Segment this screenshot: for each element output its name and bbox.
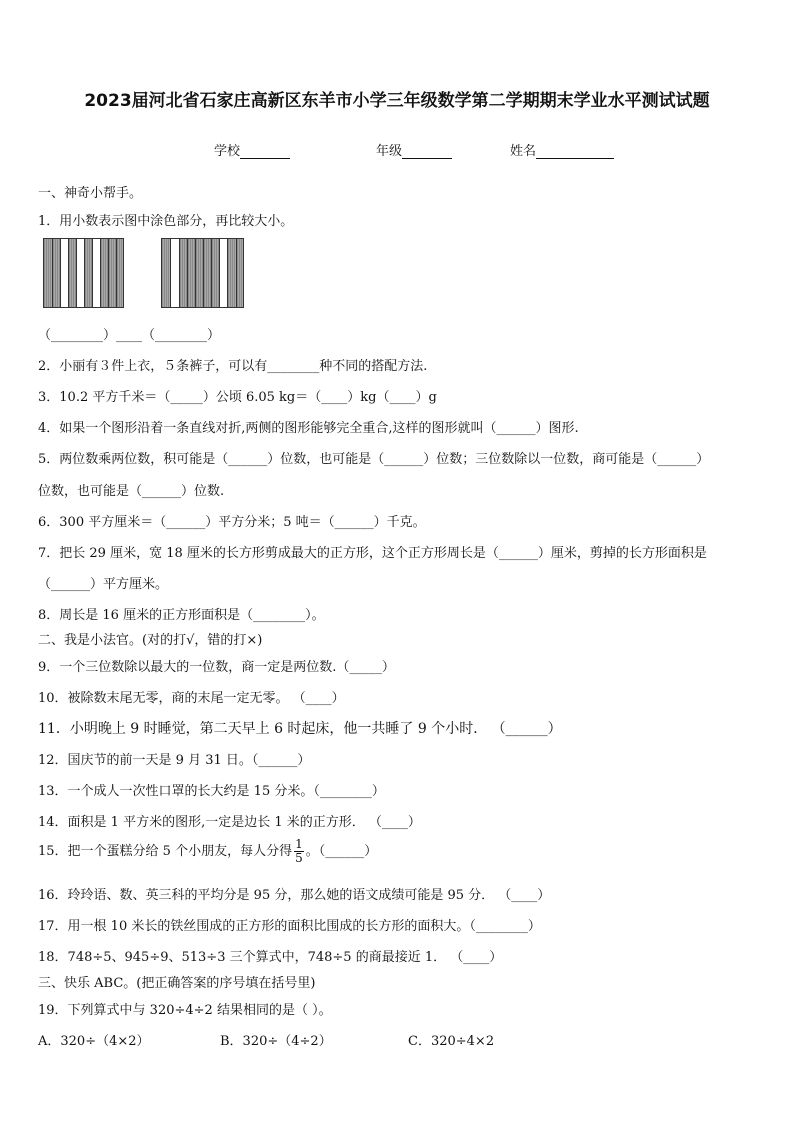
question-10: 10．被除数末尾无零，商的末尾一定无零。 （____） [38, 691, 345, 706]
figure-stripe [92, 238, 100, 308]
figure-stripe [100, 238, 108, 308]
q15-text: 15．把一个蛋糕分给 5 个小朋友，每人分得 [38, 844, 293, 859]
option-a[interactable]: A．320÷（4×2） [38, 1034, 150, 1049]
figure-stripe [179, 238, 187, 308]
question-8: 8．周长是 16 厘米的正方形面积是（________）。 [38, 608, 325, 623]
q1-answer-blanks: （________）____（________） [38, 328, 221, 343]
question-13: 13．一个成人一次性口罩的长大约是 15 分米。（________） [38, 784, 385, 799]
question-5-line1: 5．两位数乘两位数，积可能是（______）位数，也可能是（______）位数；三位数除以一位数，商可能是（______） [38, 452, 710, 467]
name-label: 姓名 [510, 144, 537, 159]
question-12: 12．国庆节的前一天是 9 月 31 日。（______） [38, 753, 311, 768]
figure-stripe [187, 238, 195, 308]
figure-stripe [84, 238, 92, 308]
question-11: 11．小明晚上 9 时睡觉，第二天早上 6 时起床，他一共睡了 9 个小时． （______） [38, 721, 562, 737]
question-7-line1: 7．把长 29 厘米，宽 18 厘米的长方形剪成最大的正方形，这个正方形周长是（______）厘米，剪掉的长方形面积是 [38, 546, 707, 561]
q15-blank: 。（______） [305, 844, 378, 859]
question-17: 17．用一根 10 米长的铁丝围成的正方形的面积比围成的长方形的面积大。（________） [38, 919, 541, 934]
question-7-line2: （______）平方厘米。 [38, 577, 169, 592]
question-19: 19．下列算式中与 320÷4÷2 结果相同的是（ ）。 [38, 1003, 332, 1018]
school-field [214, 140, 290, 159]
name-blank[interactable] [536, 145, 614, 159]
question-15 [38, 838, 377, 865]
figure-stripe [170, 238, 179, 308]
figure-stripe [76, 238, 84, 308]
question-4: 4．如果一个图形沿着一条直线对折,两侧的图形能够完全重合,这样的图形就叫（______）图形. [38, 421, 579, 436]
figure-stripe [211, 238, 219, 308]
school-label: 学校 [214, 144, 241, 159]
question-6: 6．300 平方厘米＝（______）平方分米；5 吨＝（______）千克。 [38, 515, 426, 530]
question-3: 3．10.2 平方千米＝（_____）公顷 6.05 kg＝（____）kg（____）g [38, 390, 437, 405]
fraction-denominator: 5 [295, 851, 303, 865]
option-b[interactable]: B．320÷（4÷2） [220, 1034, 332, 1049]
question-18: 18．748÷5、945÷9、513÷3 三个算式中，748÷5 的商最接近 1． （____） [38, 950, 503, 965]
figure-stripe [219, 238, 227, 308]
fraction-one-fifth [294, 838, 304, 865]
figure-stripe [203, 238, 211, 308]
fraction-numerator: 1 [295, 837, 303, 851]
question-2: 2．小丽有３件上衣，５条裤子，可以有________种不同的搭配方法. [38, 359, 428, 374]
figure-stripe [195, 238, 203, 308]
question-14: 14．面积是 1 平方米的图形,一定是边长 1 米的正方形． （____） [38, 815, 421, 830]
figure-stripe [52, 238, 60, 308]
question-16: 16．玲玲语、数、英三科的平均分是 95 分，那么她的语文成绩可能是 95 分． （____） [38, 888, 551, 903]
figure-stripe [236, 238, 244, 308]
figure-stripe [161, 238, 170, 308]
figure-stripe [68, 238, 76, 308]
figure-stripe [227, 238, 236, 308]
stripe-figure-2 [161, 238, 244, 308]
grade-field [376, 140, 452, 159]
figure-stripe [60, 238, 68, 308]
section1-heading: 一、神奇小帮手。 [38, 186, 143, 201]
question-9: 9．一个三位数除以最大的一位数，商一定是两位数.（_____） [38, 660, 395, 675]
figure-stripe [116, 238, 124, 308]
figure-stripe [108, 238, 116, 308]
name-field [510, 140, 614, 159]
figure-stripe [43, 238, 52, 308]
section3-heading: 三、快乐 ABC。(把正确答案的序号填在括号里) [38, 976, 316, 991]
question-5-line2: 位数，也可能是（______）位数. [38, 484, 225, 499]
grade-label: 年级 [376, 144, 403, 159]
section2-heading: 二、我是小法官。(对的打√，错的打×) [38, 633, 263, 648]
grade-blank[interactable] [402, 145, 452, 159]
option-c[interactable]: C．320÷4×2 [408, 1034, 495, 1049]
school-blank[interactable] [240, 145, 290, 159]
page-title: 2023届河北省石家庄高新区东羊市小学三年级数学第二学期期末学业水平测试试题 [84, 91, 710, 111]
question-1: 1．用小数表示图中涂色部分，再比较大小。 [38, 214, 294, 229]
stripe-figure-1 [43, 238, 124, 308]
